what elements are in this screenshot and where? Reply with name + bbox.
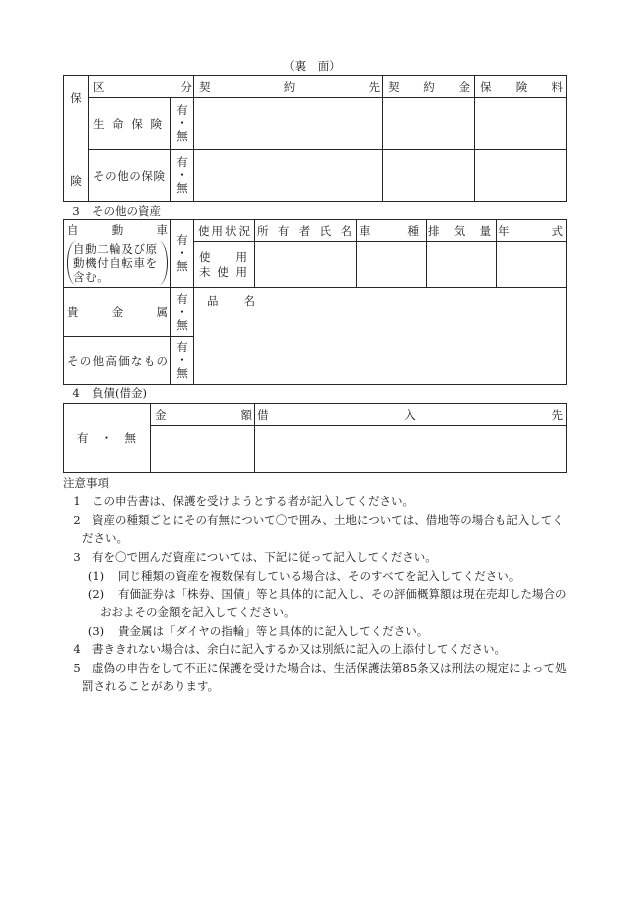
label-char: 金	[155, 407, 167, 422]
label-char: 況	[238, 223, 250, 238]
label-char: 量	[479, 223, 491, 238]
label-char: 金	[111, 305, 124, 319]
vehicle-presence-cell	[171, 220, 194, 288]
label-char: 険	[153, 168, 165, 183]
category-header-cell	[89, 76, 194, 98]
label-char: 区	[93, 79, 105, 94]
note-number: 5	[73, 661, 81, 675]
insurance-header-row	[64, 76, 567, 98]
debts-table	[63, 403, 567, 473]
insurance-table-body	[64, 76, 567, 202]
note-subitem-number: (1)	[87, 569, 105, 583]
insurance-table	[63, 75, 567, 202]
label-char: 名	[340, 223, 352, 238]
label-char: 状	[225, 223, 237, 238]
notes-title: 注意事項	[63, 476, 109, 490]
item-name-cell	[194, 288, 567, 385]
label-char: 氏	[319, 223, 332, 238]
label-char: な	[130, 353, 143, 368]
contractor-header	[194, 80, 382, 94]
usage-header	[194, 224, 254, 238]
contract-amount-header	[383, 80, 474, 94]
owner-entry-cell	[255, 242, 357, 288]
note-number: 1	[73, 494, 81, 508]
label-char: 契	[199, 79, 211, 94]
label-char: 所	[257, 223, 269, 238]
vehicle-header-row	[64, 220, 567, 242]
precious-metals-row	[64, 288, 567, 337]
label-char: 年	[498, 223, 510, 238]
precious-metals-label	[64, 305, 170, 319]
other-assets-section-title: その他の資産	[92, 204, 161, 218]
vehicle-presence	[171, 234, 193, 273]
label-char: 契	[388, 79, 400, 94]
label-char: 用	[235, 249, 247, 264]
year-entry-cell	[497, 242, 567, 288]
vehicle-note-line: 自動二輪及び原	[73, 242, 158, 256]
label-char: 属	[156, 305, 168, 319]
label-char: 無	[176, 366, 188, 380]
label-char: そ	[67, 353, 79, 368]
note-line: 有を〇で囲んだ資産については、下記に従って記入してください。	[92, 550, 437, 564]
label-char: 他	[117, 168, 129, 183]
life-insurance-label	[89, 117, 170, 131]
life-insurance-label-cell	[89, 98, 171, 150]
other-insurance-premium-cell	[475, 150, 567, 202]
label-char: 険	[70, 174, 82, 188]
label-char: 無	[176, 259, 188, 273]
displacement-header-cell	[427, 220, 497, 242]
label-char: 用	[211, 223, 223, 238]
other-insurance-label-cell	[89, 150, 171, 202]
note-line: この申告書は、保護を受けようとする者が記入してください。	[92, 494, 414, 508]
label-char: 先	[368, 79, 380, 94]
vehicle-note	[67, 241, 168, 285]
label-char: の	[129, 168, 141, 183]
life-insurance-contractor-cell	[194, 98, 383, 150]
label-char: 無	[176, 129, 188, 143]
note-number: 2	[73, 513, 81, 527]
label-char: 先	[551, 407, 563, 422]
amount-header-cell	[151, 404, 255, 426]
other-assets-section-number: 3	[72, 204, 80, 218]
life-insurance-presence	[171, 104, 193, 143]
label-char: 有	[277, 223, 290, 238]
usage-options-cell	[194, 242, 255, 288]
label-char: 有	[77, 431, 89, 445]
label-char: 品	[207, 294, 219, 308]
vehicle-note-line: 動機付自転車を	[73, 256, 158, 270]
usage-header-cell	[194, 220, 255, 242]
precious-metals-label-cell	[64, 288, 171, 337]
life-insurance-presence-cell	[171, 98, 194, 150]
note-subitem-line: 有価証券は「株券、国債」等と具体的に記入し、その評価概算額は現在売却した場合の	[118, 587, 567, 601]
label-char: 貴	[67, 305, 79, 319]
owner-header	[255, 224, 356, 238]
note-subitem-number: (3)	[87, 624, 105, 638]
label-char: 車	[359, 223, 371, 238]
label-char: 気	[453, 223, 466, 238]
premium-header	[475, 80, 566, 94]
label-char: 有	[176, 291, 188, 306]
other-valuables-label-cell	[64, 337, 171, 385]
premium-header-cell	[475, 76, 567, 98]
debts-section-number: 4	[72, 386, 80, 400]
insurance-side-cell	[64, 76, 89, 202]
contractor-header-cell	[194, 76, 383, 98]
lender-header-cell	[255, 404, 567, 426]
note-subitem-line: 貴金属は「ダイヤの指輪」等と具体的に記入してください。	[118, 624, 429, 638]
label-char: 使	[199, 249, 211, 264]
category-header	[89, 80, 193, 94]
label-char: 使	[217, 264, 229, 279]
label-char: 険	[150, 116, 162, 131]
debts-presence	[64, 431, 150, 445]
other-insurance-presence	[171, 156, 193, 195]
label-char: 価	[118, 353, 130, 368]
displacement-header	[427, 224, 496, 238]
label-char: 料	[551, 79, 563, 94]
label-char: 保	[131, 116, 143, 131]
year-header-cell	[497, 220, 567, 242]
label-char: ・	[176, 246, 188, 260]
precious-metals-presence	[171, 293, 193, 332]
label-char: 排	[428, 223, 440, 238]
other-valuables-presence-cell	[171, 337, 194, 385]
life-insurance-row	[64, 98, 567, 150]
model-header	[357, 224, 426, 238]
label-char: 保	[480, 79, 492, 94]
label-char: 入	[404, 407, 416, 422]
note-number: 3	[73, 550, 81, 564]
note-line: 虚偽の申告をして不正に保護を受けた場合は、生活保護法第85条又は刑法の規定によって処	[92, 661, 567, 675]
label-char: 命	[112, 116, 124, 131]
life-insurance-amount-cell	[383, 98, 475, 150]
label-char: の	[79, 353, 92, 368]
note-line: 資産の種類ごとにその有無について〇で囲み、土地については、借地等の場合も記入してく	[92, 513, 564, 527]
amount-entry-cell	[151, 426, 255, 473]
item-name-label	[207, 294, 255, 308]
note-line: ださい。	[82, 531, 128, 545]
label-char: 使	[198, 223, 210, 238]
label-char: も	[143, 353, 156, 368]
displacement-entry-cell	[427, 242, 497, 288]
label-char: 高	[105, 353, 117, 368]
label-char: 額	[240, 407, 252, 422]
note-line: 書ききれない場合は、余白に記入するか又は別紙に記入の上添付してください。	[92, 642, 506, 656]
label-char: の	[105, 168, 117, 183]
label-char: 約	[423, 79, 435, 94]
vehicle-note-line: 含む。	[73, 270, 110, 284]
other-valuables-label	[64, 354, 170, 368]
note-number: 4	[73, 642, 81, 656]
owner-header-cell	[255, 220, 357, 242]
label-char: ・	[176, 353, 188, 367]
label-char: そ	[93, 168, 105, 183]
label-char: 動	[111, 223, 124, 237]
label-char: 分	[180, 79, 192, 94]
label-char: 車	[156, 223, 168, 237]
amount-header	[151, 408, 254, 422]
life-insurance-premium-cell	[475, 98, 567, 150]
lender-entry-cell	[255, 426, 567, 473]
other-insurance-row	[64, 150, 567, 202]
other-valuables-presence	[171, 341, 193, 380]
usage-option-not-in-use	[194, 265, 254, 280]
debts-section-title: 負債(借金)	[92, 386, 147, 400]
label-char: 約	[283, 79, 296, 94]
label-char: 険	[515, 79, 528, 94]
label-char: の	[156, 353, 168, 368]
label-char: 式	[551, 223, 563, 238]
debts-header-row	[64, 404, 567, 426]
page-side-title: （裏 面）	[283, 59, 341, 73]
label-char: 自	[67, 223, 79, 237]
label-char: 無	[176, 181, 188, 195]
debts-presence-cell	[64, 404, 151, 473]
model-header-cell	[357, 220, 427, 242]
label-char: 無	[124, 431, 136, 445]
label-char: 有	[176, 103, 188, 117]
label-char: ・	[176, 304, 188, 319]
label-char: 生	[93, 116, 105, 131]
label-char: ・	[176, 116, 188, 130]
label-char: 保	[70, 91, 82, 105]
lender-header	[255, 408, 566, 422]
label-char: 種	[407, 223, 419, 238]
vehicle-label-cell	[64, 220, 171, 288]
other-insurance-label	[89, 169, 170, 183]
label-char: 名	[243, 294, 255, 308]
label-char: ・	[176, 168, 188, 182]
other-assets-table	[63, 219, 567, 385]
other-insurance-amount-cell	[383, 150, 475, 202]
precious-metals-presence-cell	[171, 288, 194, 337]
label-char: 有	[176, 233, 188, 247]
note-subitem-number: (2)	[87, 587, 105, 601]
year-header	[497, 224, 566, 238]
vehicle-label	[64, 220, 170, 241]
label-char: 未	[199, 264, 211, 279]
contract-amount-header-cell	[383, 76, 475, 98]
model-entry-cell	[357, 242, 427, 288]
label-char: 有	[176, 340, 188, 354]
usage-option-in-use	[194, 250, 254, 265]
label-char: 金	[458, 79, 470, 94]
label-char: ・	[100, 431, 113, 445]
note-line: 罰されることがあります。	[82, 679, 220, 693]
label-char: 借	[257, 407, 269, 422]
label-char: 者	[298, 223, 311, 238]
label-char: 保	[141, 168, 153, 183]
label-char: 有	[176, 155, 188, 169]
other-assets-table-body	[64, 220, 567, 385]
insurance-side-label	[64, 92, 88, 188]
note-subitem-line: おおよその金額を記入してください。	[100, 605, 296, 619]
debts-table-body	[64, 404, 567, 473]
label-char: 無	[176, 317, 188, 332]
note-subitem-line: 同じ種類の資産を複数保有している場合は、そのすべてを記入してください。	[118, 569, 521, 583]
label-char: 他	[92, 353, 105, 368]
other-insurance-presence-cell	[171, 150, 194, 202]
other-insurance-contractor-cell	[194, 150, 383, 202]
label-char: 用	[235, 264, 247, 279]
